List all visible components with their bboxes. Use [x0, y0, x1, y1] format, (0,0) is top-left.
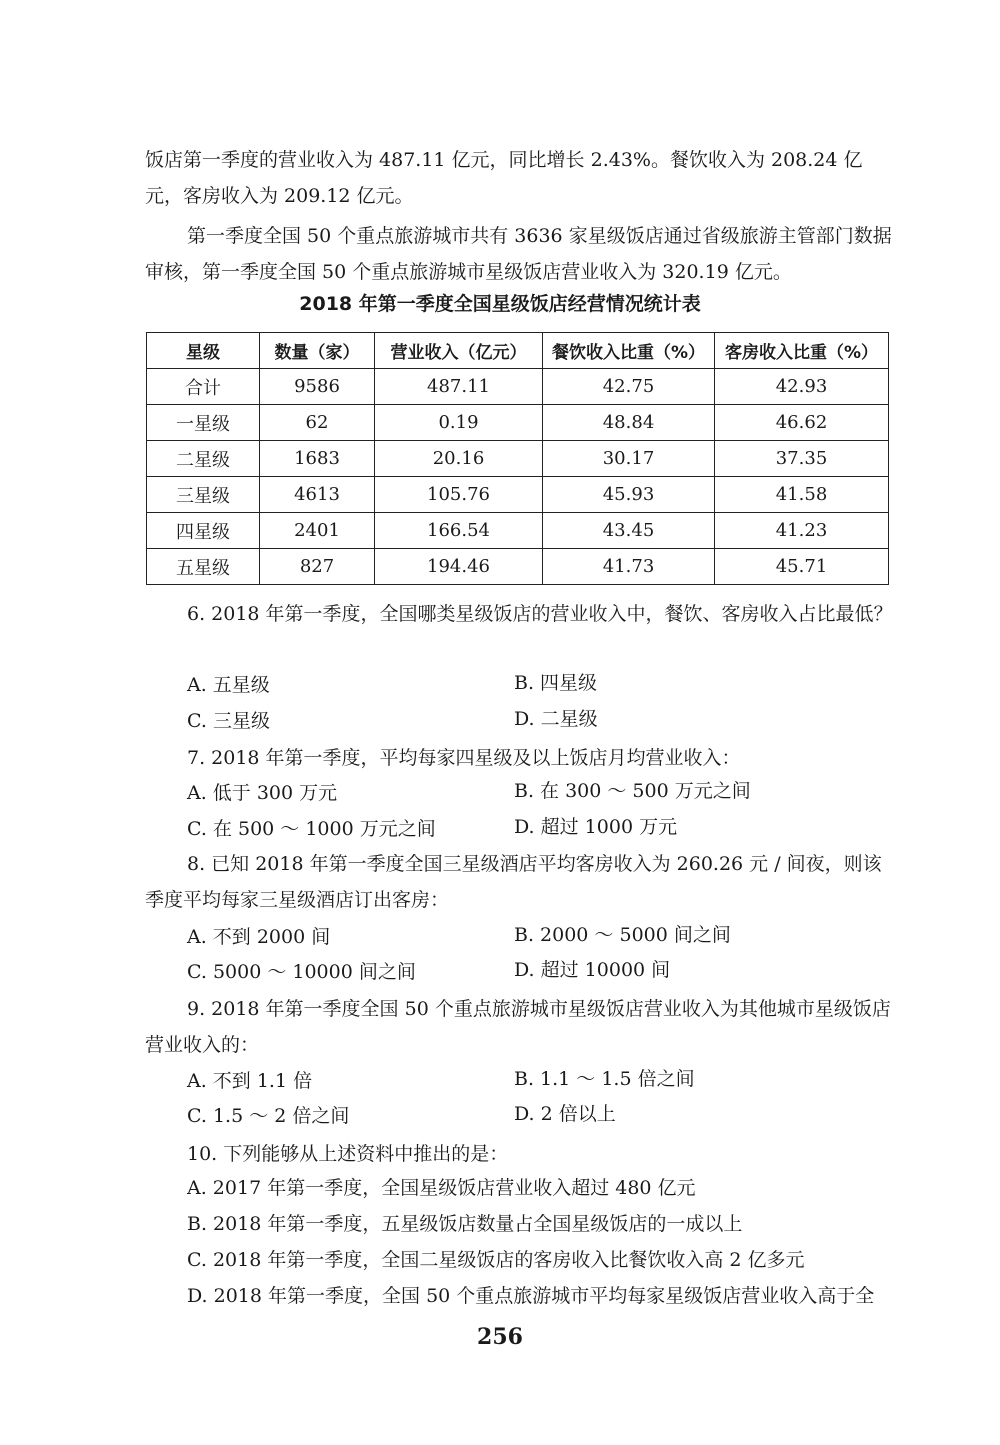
question-7-stem: 7. 2018 年第一季度，平均每家四星级及以上饭店月均营业收入：	[187, 747, 741, 769]
header-cell: 餐饮收入比重（%）	[543, 333, 715, 369]
header-cell: 营业收入（亿元）	[375, 333, 543, 369]
header-cell: 客房收入比重（%）	[715, 333, 889, 369]
table-row	[147, 477, 889, 513]
question-7-option-d: D. 超过 1000 万元	[514, 816, 678, 838]
question-9-option-c: C. 1.5 ～ 2 倍之间	[187, 1105, 350, 1127]
table-cell: 166.54	[375, 513, 543, 549]
table-cell: 五星级	[147, 549, 260, 585]
table-cell: 42.75	[543, 369, 715, 405]
table-cell: 62	[260, 405, 375, 441]
table-cell: 105.76	[375, 477, 543, 513]
question-6-stem: 6. 2018 年第一季度，全国哪类星级饭店的营业收入中，餐饮、客房收入占比最低？	[187, 603, 893, 625]
table-cell: 42.93	[715, 369, 889, 405]
cities-paragraph: 第一季度全国 50 个重点旅游城市共有 3636 家星级饭店通过省级旅游主管部门数据审核，第一季度全国 50 个重点旅游城市星级饭店营业收入为 320.19 亿元。	[145, 225, 892, 283]
question-10-option-b: B. 2018 年第一季度，五星级饭店数量占全国星级饭店的一成以上	[187, 1213, 743, 1235]
question-9-option-a: A. 不到 1.1 倍	[187, 1070, 313, 1092]
question-10-option-d: D. 2018 年第一季度，全国 50 个重点旅游城市平均每家星级饭店营业收入高于全	[187, 1285, 875, 1307]
table-cell: 0.19	[375, 405, 543, 441]
table-cell: 三星级	[147, 477, 260, 513]
table-cell: 四星级	[147, 513, 260, 549]
question-6-option-b: B. 四星级	[514, 672, 598, 694]
question-10-stem: 10. 下列能够从上述资料中推出的是：	[187, 1143, 509, 1165]
table-header-row	[147, 333, 889, 369]
question-6-option-a: A. 五星级	[187, 674, 270, 696]
table-row	[147, 513, 889, 549]
table-cell: 20.16	[375, 441, 543, 477]
table-row	[147, 549, 889, 585]
table-cell: 48.84	[543, 405, 715, 441]
question-6-option-c: C. 三星级	[187, 710, 270, 732]
question-7-option-b: B. 在 300 ～ 500 万元之间	[514, 780, 751, 802]
table-cell: 194.46	[375, 549, 543, 585]
question-10-option-c: C. 2018 年第一季度，全国二星级饭店的客房收入比餐饮收入高 2 亿多元	[187, 1249, 805, 1271]
intro-paragraph: 饭店第一季度的营业收入为 487.11 亿元，同比增长 2.43%。餐饮收入为 208.24 亿元，客房收入为 209.12 亿元。	[145, 149, 863, 207]
question-9-option-d: D. 2 倍以上	[514, 1103, 616, 1125]
table-cell: 46.62	[715, 405, 889, 441]
question-10-option-a: A. 2017 年第一季度，全国星级饭店营业收入超过 480 亿元	[187, 1177, 696, 1199]
question-9-option-b: B. 1.1 ～ 1.5 倍之间	[514, 1068, 695, 1090]
page-number: 256	[477, 1324, 523, 1350]
question-8-option-a: A. 不到 2000 间	[187, 926, 331, 948]
question-6-option-d: D. 二星级	[514, 708, 598, 730]
hotel-stats-table	[146, 332, 889, 585]
question-9-stem: 9. 2018 年第一季度全国 50 个重点旅游城市星级饭店营业收入为其他城市星级饭店营业收入的：	[145, 998, 891, 1056]
table-cell: 9586	[260, 369, 375, 405]
table-cell: 487.11	[375, 369, 543, 405]
table-cell: 45.93	[543, 477, 715, 513]
table-cell: 二星级	[147, 441, 260, 477]
header-cell: 数量（家）	[260, 333, 375, 369]
table-cell: 45.71	[715, 549, 889, 585]
table-title: 2018 年第一季度全国星级饭店经营情况统计表	[299, 293, 701, 315]
question-8-option-b: B. 2000 ～ 5000 间之间	[514, 924, 731, 946]
table-cell: 37.35	[715, 441, 889, 477]
table-row	[147, 441, 889, 477]
table-cell: 41.73	[543, 549, 715, 585]
table-cell: 合计	[147, 369, 260, 405]
table-cell: 1683	[260, 441, 375, 477]
table-cell: 一星级	[147, 405, 260, 441]
table-cell: 41.23	[715, 513, 889, 549]
table-cell: 827	[260, 549, 375, 585]
table-cell: 43.45	[543, 513, 715, 549]
question-7-option-c: C. 在 500 ～ 1000 万元之间	[187, 818, 436, 840]
question-8-option-d: D. 超过 10000 间	[514, 959, 671, 981]
table-row	[147, 405, 889, 441]
header-cell: 星级	[147, 333, 260, 369]
question-7-option-a: A. 低于 300 万元	[187, 782, 338, 804]
table-cell: 30.17	[543, 441, 715, 477]
table-cell: 41.58	[715, 477, 889, 513]
table-row	[147, 369, 889, 405]
table-cell: 2401	[260, 513, 375, 549]
question-8-option-c: C. 5000 ～ 10000 间之间	[187, 961, 416, 983]
question-8-stem: 8. 已知 2018 年第一季度全国三星级酒店平均客房收入为 260.26 元 / 间夜，则该季度平均每家三星级酒店订出客房：	[145, 853, 882, 911]
table-cell: 4613	[260, 477, 375, 513]
